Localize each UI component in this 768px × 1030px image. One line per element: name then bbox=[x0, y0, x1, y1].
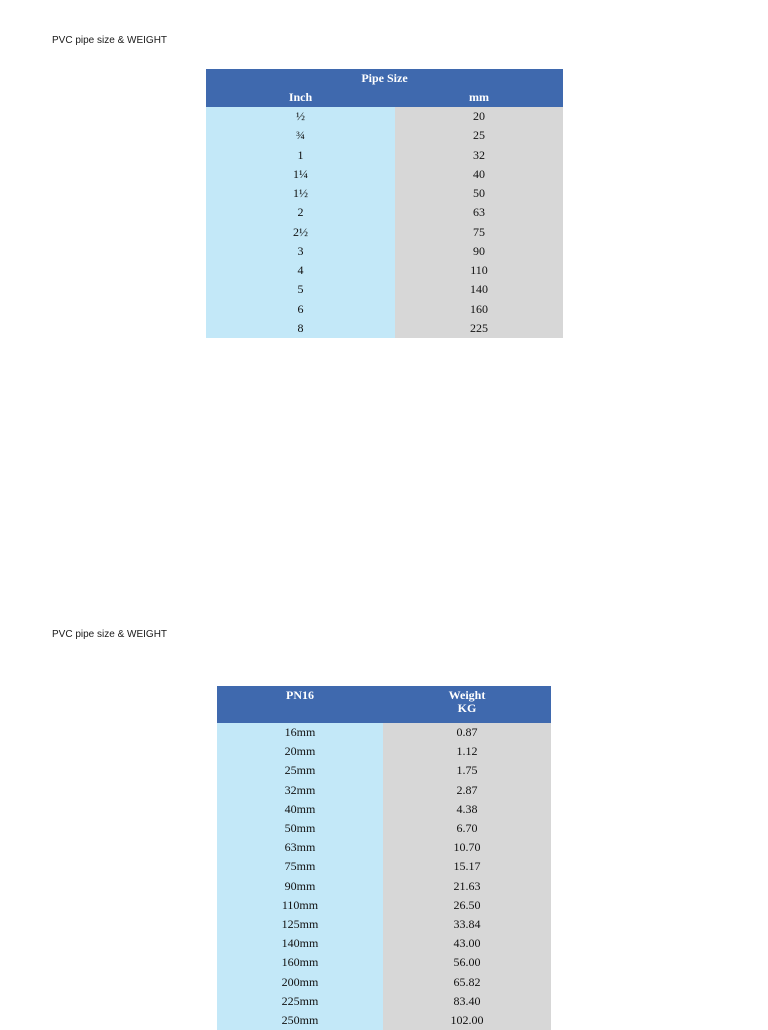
table-row bbox=[217, 934, 551, 953]
weight-cell: 83.40 bbox=[383, 992, 551, 1011]
weight-cell: 26.50 bbox=[383, 896, 551, 915]
mm-cell: 160 bbox=[395, 300, 563, 319]
inch-cell: ½ bbox=[206, 107, 395, 126]
section-1-heading: PVC pipe size & WEIGHT bbox=[52, 35, 168, 46]
table-row bbox=[206, 319, 563, 338]
inch-cell: 1½ bbox=[206, 184, 395, 203]
table-row bbox=[217, 857, 551, 876]
weight-cell: 4.38 bbox=[383, 800, 551, 819]
table-row bbox=[206, 203, 563, 222]
inch-cell: 3 bbox=[206, 242, 395, 261]
table-row bbox=[206, 261, 563, 280]
inch-cell: 1¼ bbox=[206, 165, 395, 184]
table-row bbox=[206, 126, 563, 145]
table-row bbox=[206, 300, 563, 319]
table-row bbox=[206, 242, 563, 261]
table-header-row bbox=[217, 686, 551, 723]
table-row bbox=[206, 184, 563, 203]
table-row bbox=[217, 800, 551, 819]
size-cell: 90mm bbox=[217, 877, 383, 896]
size-cell: 20mm bbox=[217, 742, 383, 761]
mm-cell: 63 bbox=[395, 203, 563, 222]
mm-column-header: mm bbox=[395, 88, 563, 107]
table-row bbox=[217, 781, 551, 800]
table-row bbox=[206, 107, 563, 126]
inch-cell: 6 bbox=[206, 300, 395, 319]
pn16-header-label: PN16 bbox=[286, 688, 314, 702]
size-cell: 225mm bbox=[217, 992, 383, 1011]
table-row bbox=[206, 223, 563, 242]
inch-cell: ¾ bbox=[206, 126, 395, 145]
size-cell: 32mm bbox=[217, 781, 383, 800]
table-row bbox=[206, 165, 563, 184]
weight-column-header bbox=[383, 686, 551, 723]
weight-cell: 21.63 bbox=[383, 877, 551, 896]
mm-cell: 32 bbox=[395, 146, 563, 165]
mm-cell: 50 bbox=[395, 184, 563, 203]
size-cell: 160mm bbox=[217, 953, 383, 972]
weight-cell: 33.84 bbox=[383, 915, 551, 934]
table-row bbox=[217, 819, 551, 838]
inch-cell: 2½ bbox=[206, 223, 395, 242]
table-row bbox=[217, 742, 551, 761]
size-cell: 25mm bbox=[217, 761, 383, 780]
inch-cell: 1 bbox=[206, 146, 395, 165]
table-row bbox=[217, 896, 551, 915]
table-row bbox=[206, 146, 563, 165]
inch-cell: 8 bbox=[206, 319, 395, 338]
weight-cell: 2.87 bbox=[383, 781, 551, 800]
inch-cell: 4 bbox=[206, 261, 395, 280]
size-cell: 125mm bbox=[217, 915, 383, 934]
table-row bbox=[217, 953, 551, 972]
size-cell: 110mm bbox=[217, 896, 383, 915]
mm-cell: 40 bbox=[395, 165, 563, 184]
weight-cell: 1.75 bbox=[383, 761, 551, 780]
size-cell: 40mm bbox=[217, 800, 383, 819]
weight-cell: 102.00 bbox=[383, 1011, 551, 1030]
weight-cell: 56.00 bbox=[383, 953, 551, 972]
table-row bbox=[217, 973, 551, 992]
table-header-row bbox=[206, 88, 563, 107]
pipe-weight-table bbox=[217, 686, 551, 1030]
weight-cell: 43.00 bbox=[383, 934, 551, 953]
weight-cell: 0.87 bbox=[383, 723, 551, 742]
size-cell: 75mm bbox=[217, 857, 383, 876]
section-2-heading: PVC pipe size & WEIGHT bbox=[52, 629, 168, 640]
weight-cell: 1.12 bbox=[383, 742, 551, 761]
inch-column-header: Inch bbox=[206, 88, 395, 107]
mm-cell: 140 bbox=[395, 280, 563, 299]
table-row bbox=[217, 1011, 551, 1030]
weight-cell: 65.82 bbox=[383, 973, 551, 992]
mm-cell: 90 bbox=[395, 242, 563, 261]
table-row bbox=[217, 992, 551, 1011]
table-row bbox=[206, 280, 563, 299]
mm-cell: 20 bbox=[395, 107, 563, 126]
weight-cell: 6.70 bbox=[383, 819, 551, 838]
size-cell: 250mm bbox=[217, 1011, 383, 1030]
table-row bbox=[217, 915, 551, 934]
size-cell: 140mm bbox=[217, 934, 383, 953]
size-cell: 16mm bbox=[217, 723, 383, 742]
pn16-column-header bbox=[217, 686, 383, 723]
size-cell: 50mm bbox=[217, 819, 383, 838]
mm-cell: 25 bbox=[395, 126, 563, 145]
size-cell: 200mm bbox=[217, 973, 383, 992]
mm-cell: 75 bbox=[395, 223, 563, 242]
weight-header-label: Weight bbox=[448, 688, 486, 702]
mm-cell: 110 bbox=[395, 261, 563, 280]
table-row bbox=[217, 723, 551, 742]
inch-cell: 2 bbox=[206, 203, 395, 222]
mm-cell: 225 bbox=[395, 319, 563, 338]
weight-cell: 10.70 bbox=[383, 838, 551, 857]
table-row bbox=[217, 877, 551, 896]
table-row bbox=[217, 838, 551, 857]
kg-unit-label: KG bbox=[457, 701, 477, 715]
pipe-size-group-header: Pipe Size bbox=[206, 69, 563, 88]
table-row bbox=[217, 761, 551, 780]
weight-cell: 15.17 bbox=[383, 857, 551, 876]
size-cell: 63mm bbox=[217, 838, 383, 857]
pipe-size-table bbox=[206, 69, 563, 338]
inch-cell: 5 bbox=[206, 280, 395, 299]
table-header-row bbox=[206, 69, 563, 88]
